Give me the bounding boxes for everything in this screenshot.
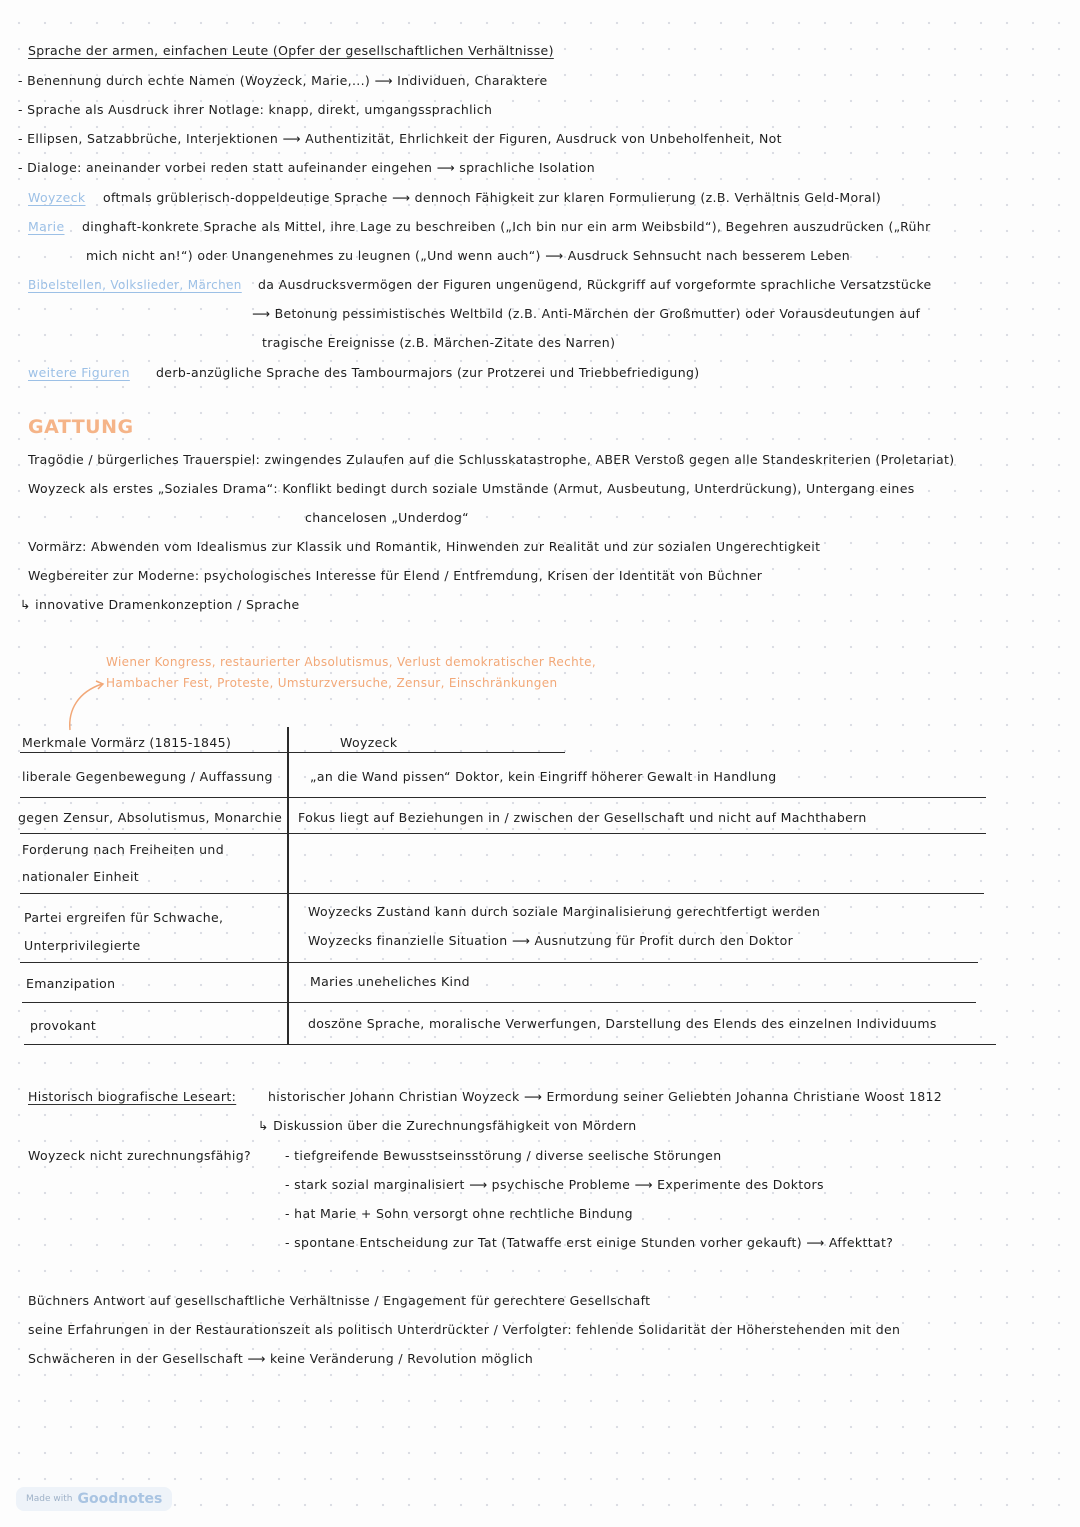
list-item: - hat Marie + Sohn versorgt ohne rechtliche Bindung	[285, 1206, 633, 1221]
table-rule	[20, 893, 984, 894]
label-bibelstellen: Bibelstellen, Volkslieder, Märchen	[28, 278, 242, 292]
table-rule	[22, 1002, 976, 1003]
heading-gattung: GATTUNG	[28, 416, 134, 438]
text-line: Woyzeck als erstes „Soziales Drama“: Konflikt bedingt durch soziale Umstände (Armut, Ausbeutung, Unterdrückung), Untergang eines	[28, 481, 915, 496]
table-divider	[287, 727, 289, 1045]
label-weitere-figuren: weitere Figuren	[28, 365, 130, 380]
table-cell-right: Woyzecks finanzielle Situation ⟶ Ausnutzung für Profit durch den Doktor	[308, 933, 794, 948]
section-title-sprache: Sprache der armen, einfachen Leute (Opfer der gesellschaftlichen Verhältnisse)	[28, 43, 554, 58]
table-rule	[20, 797, 986, 798]
table-cell-left: Emanzipation	[26, 976, 116, 991]
text-line: chancelosen „Underdog“	[305, 510, 469, 525]
goodnotes-badge	[16, 1487, 172, 1511]
table-rule	[24, 1044, 996, 1045]
history-label: Historisch biografische Leseart:	[28, 1089, 237, 1104]
table-cell-left: gegen Zensur, Absolutismus, Monarchie	[18, 810, 283, 825]
bullet-line: - Ellipsen, Satzabbrüche, Interjektionen ⟶ Authentizität, Ehrlichkeit der Figuren, Ausdruck von Unbeholfenheit, Not	[18, 131, 782, 146]
text-line: derb-anzügliche Sprache des Tambourmajors (zur Protzerei und Triebbefriedigung)	[156, 365, 700, 380]
table-cell-left: Partei ergreifen für Schwache,	[24, 910, 224, 925]
text-line: tragische Ereignisse (z.B. Märchen-Zitate des Narren)	[262, 335, 616, 350]
text-line: da Ausdrucksvermögen der Figuren ungenügend, Rückgriff auf vorgeformte sprachliche Versatzstücke	[258, 277, 932, 292]
table-rule	[20, 833, 986, 834]
text-line: Büchners Antwort auf gesellschaftliche Verhältnisse / Engagement für gerechtere Gesellschaft	[28, 1293, 651, 1308]
table-rule	[20, 752, 565, 753]
table-header-left: Merkmale Vormärz (1815-1845)	[22, 735, 232, 750]
list-item: - stark sozial marginalisiert ⟶ psychische Probleme ⟶ Experimente des Doktors	[285, 1177, 824, 1192]
text-line: ↳ innovative Dramenkonzeption / Sprache	[20, 597, 300, 612]
label-woyzeck: Woyzeck	[28, 190, 86, 205]
history-question: Woyzeck nicht zurechnungsfähig?	[28, 1148, 251, 1163]
bullet-line: - Benennung durch echte Namen (Woyzeck, Marie,...) ⟶ Individuen, Charaktere	[18, 73, 548, 88]
text-line: oftmals grüblerisch-doppeldeutige Sprache ⟶ dennoch Fähigkeit zur klaren Formulierung (z.B. Verhältnis Geld-Moral)	[103, 190, 882, 205]
list-item: - spontane Entscheidung zur Tat (Tatwaffe erst einige Stunden vorher gekauft) ⟶ Affekttat?	[285, 1235, 894, 1250]
table-cell-left: provokant	[30, 1018, 97, 1033]
orange-note-line: Hambacher Fest, Proteste, Umsturzversuche, Zensur, Einschränkungen	[106, 676, 558, 690]
text-line: historischer Johann Christian Woyzeck ⟶ Ermordung seiner Geliebten Johanna Christiane Woost 1812	[268, 1089, 943, 1104]
label-marie: Marie	[28, 219, 65, 234]
badge-prefix: Made with	[26, 1494, 73, 1504]
list-item: - tiefgreifende Bewusstseinsstörung / diverse seelische Störungen	[285, 1148, 722, 1163]
table-cell-right: Woyzecks Zustand kann durch soziale Marginalisierung gerechtfertigt werden	[308, 904, 821, 919]
table-cell-left: nationaler Einheit	[22, 869, 140, 884]
table-cell-left: liberale Gegenbewegung / Auffassung	[22, 769, 273, 784]
goodnotes-logo-text: Goodnotes	[77, 1491, 163, 1507]
text-line: Tragödie / bürgerliches Trauerspiel: zwingendes Zulaufen auf die Schlusskatastrophe, ABER Verstoß gegen alle Standeskriterien (Proletariat)	[28, 452, 955, 467]
table-cell-right: Fokus liegt auf Beziehungen in / zwischen der Gesellschaft und nicht auf Machthabern	[298, 810, 867, 825]
text-line: ↳ Diskussion über die Zurechnungsfähigkeit von Mördern	[258, 1118, 637, 1133]
text-line: mich nicht an!“) oder Unangenehmes zu leugnen („Und wenn auch“) ⟶ Ausdruck Sehnsucht nach besserem Leben	[86, 248, 851, 263]
bullet-line: - Sprache als Ausdruck ihrer Notlage: knapp, direkt, umgangssprachlich	[18, 102, 493, 117]
orange-note-line: Wiener Kongress, restaurierter Absolutismus, Verlust demokratischer Rechte,	[106, 655, 597, 669]
table-header-right: Woyzeck	[340, 735, 398, 750]
text-line: Schwächeren in der Gesellschaft ⟶ keine Veränderung / Revolution möglich	[28, 1351, 534, 1366]
bullet-line: - Dialoge: aneinander vorbei reden statt aufeinander eingehen ⟶ sprachliche Isolation	[18, 160, 595, 175]
text-line: dinghaft-konkrete Sprache als Mittel, ihre Lage zu beschreiben („Ich bin nur ein arm Weibsbild“), Begehren auszudrücken („Rühr	[82, 219, 931, 234]
table-cell-left: Unterprivilegierte	[24, 938, 141, 953]
text-line: Vormärz: Abwenden vom Idealismus zur Klassik und Romantik, Hinwenden zur Realität und zur sozialen Ungerechtigkeit	[28, 539, 821, 554]
table-cell-right: „an die Wand pissen“ Doktor, kein Eingriff höherer Gewalt in Handlung	[310, 769, 777, 784]
table-cell-left: Forderung nach Freiheiten und	[22, 842, 224, 857]
table-cell-right: Maries uneheliches Kind	[310, 974, 470, 989]
table-rule	[20, 962, 978, 963]
text-line: Wegbereiter zur Moderne: psychologisches Interesse für Elend / Entfremdung, Krisen der Identität von Büchner	[28, 568, 763, 583]
table-cell-right: doszöne Sprache, moralische Verwerfungen, Darstellung des Elends des einzelnen Individuums	[308, 1016, 937, 1031]
text-line: seine Erfahrungen in der Restaurationszeit als politisch Unterdrückter / Verfolgter: fehlende Solidarität der Höherstehenden mit den	[28, 1322, 901, 1337]
text-line: ⟶ Betonung pessimistisches Weltbild (z.B. Anti-Märchen der Großmutter) oder Vorausdeutungen auf	[252, 306, 921, 321]
curved-arrow-icon	[60, 676, 110, 732]
